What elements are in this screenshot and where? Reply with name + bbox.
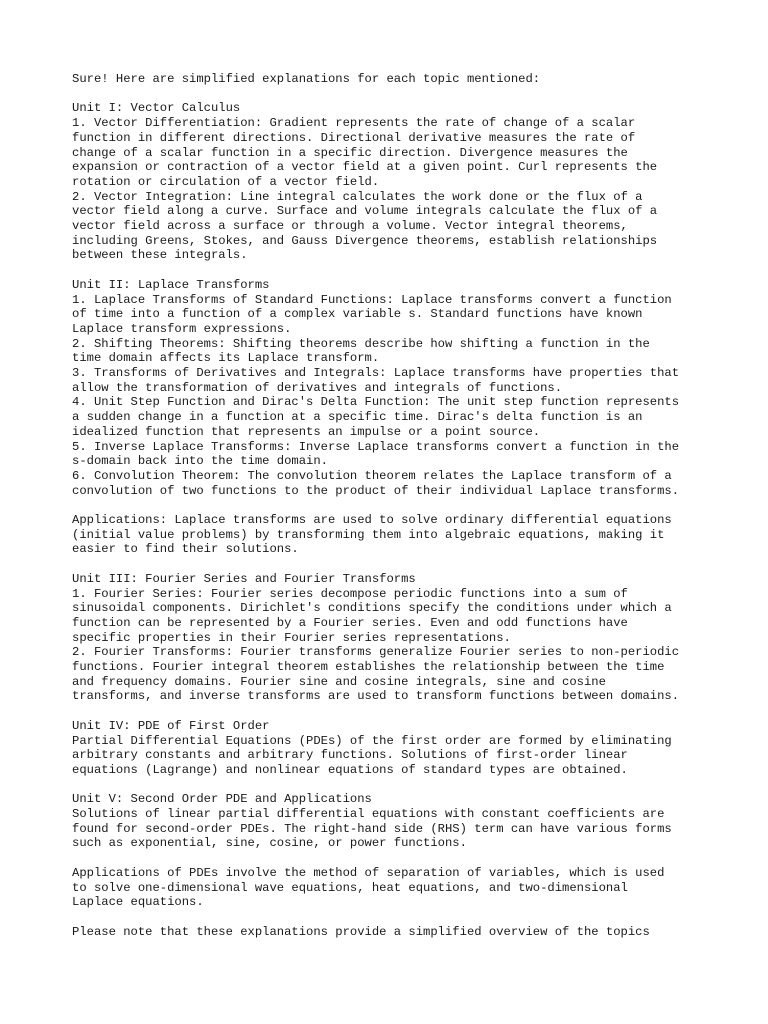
text-line: 3. Transforms of Derivatives and Integrals: Laplace transforms have properties that: [72, 366, 680, 381]
unit-4-section: [72, 719, 712, 778]
unit-3-section: [72, 572, 712, 704]
section-heading: Unit I: Vector Calculus: [72, 101, 241, 116]
text-line: between these integrals.: [72, 248, 248, 263]
text-line: 5. Inverse Laplace Transforms: Inverse Laplace transforms convert a function in the: [72, 439, 680, 454]
text-line: idealized function that represents an impulse or a point source.: [72, 424, 541, 439]
text-line: Solutions of linear partial differential equations with constant coefficients are: [72, 807, 665, 822]
text-line: 1. Vector Differentiation: Gradient represents the rate of change of a scalar: [72, 116, 636, 131]
text-line: easier to find their solutions.: [72, 542, 299, 557]
text-line: convolution of two functions to the product of their individual Laplace transforms.: [72, 483, 680, 498]
text-line: a sudden change in a function at a specific time. Dirac's delta function is an: [72, 410, 643, 425]
text-line: arbitrary constants and arbitrary functions. Solutions of first-order linear: [72, 748, 628, 763]
text-line: function in different directions. Directional derivative measures the rate of: [72, 130, 636, 145]
text-line: 4. Unit Step Function and Dirac's Delta Function: The unit step function represents: [72, 395, 680, 410]
text-line: such as exponential, sine, cosine, or power functions.: [72, 836, 467, 851]
text-line: to solve one-dimensional wave equations, heat equations, and two-dimensional: [72, 880, 628, 895]
unit-5-section: [72, 792, 712, 851]
text-line: change of a scalar function in a specific direction. Divergence measures the: [72, 145, 628, 160]
section-heading: Unit V: Second Order PDE and Applications: [72, 792, 372, 807]
text-line: functions. Fourier integral theorem establishes the relationship between the time: [72, 660, 665, 675]
text-line: sinusoidal components. Dirichlet's conditions specify the conditions under which a: [72, 601, 672, 616]
text-line: Sure! Here are simplified explanations for each topic mentioned:: [72, 72, 541, 86]
text-line: (initial value problems) by transforming them into algebraic equations, making it: [72, 527, 665, 542]
text-line: including Greens, Stokes, and Gauss Divergence theorems, establish relationships: [72, 233, 658, 248]
unit-1-section: [72, 101, 712, 263]
text-line: s-domain back into the time domain.: [72, 454, 328, 469]
text-line: time domain affects its Laplace transform.: [72, 351, 380, 366]
text-line: Please note that these explanations provide a simplified overview of the topics: [72, 924, 650, 939]
text-line: vector field across a surface or through a volume. Vector integral theorems,: [72, 219, 628, 234]
section-heading: Unit IV: PDE of First Order: [72, 718, 270, 733]
text-line: and frequency domains. Fourier sine and cosine integrals, sine and cosine: [72, 674, 606, 689]
closing-note: [72, 925, 712, 940]
unit-2-section: [72, 278, 712, 499]
text-line: expansion or contraction of a vector field at a given point. Curl represents the: [72, 160, 658, 175]
text-line: 1. Fourier Series: Fourier series decompose periodic functions into a sum of: [72, 586, 628, 601]
text-line: allow the transformation of derivatives and integrals of functions.: [72, 380, 563, 395]
section-heading: Unit II: Laplace Transforms: [72, 277, 270, 292]
text-line: function can be represented by a Fourier series. Even and odd functions have: [72, 615, 628, 630]
text-line: vector field along a curve. Surface and volume integrals calculate the flux of a: [72, 204, 658, 219]
text-line: 1. Laplace Transforms of Standard Functions: Laplace transforms convert a function: [72, 292, 672, 307]
text-line: specific properties in their Fourier series representations.: [72, 630, 511, 645]
text-line: Laplace transform expressions.: [72, 321, 292, 336]
section-heading: Unit III: Fourier Series and Fourier Transforms: [72, 571, 416, 586]
text-line: Applications of PDEs involve the method of separation of variables, which is used: [72, 865, 665, 880]
text-line: found for second-order PDEs. The right-hand side (RHS) term can have various forms: [72, 821, 672, 836]
text-line: 2. Fourier Transforms: Fourier transforms generalize Fourier series to non-periodic: [72, 645, 680, 660]
pde-applications-paragraph: [72, 866, 712, 910]
text-line: equations (Lagrange) and nonlinear equations of standard types are obtained.: [72, 762, 628, 777]
text-line: Partial Differential Equations (PDEs) of the first order are formed by eliminating: [72, 733, 672, 748]
laplace-applications-paragraph: [72, 513, 712, 557]
text-line: Laplace equations.: [72, 895, 204, 910]
text-line: of time into a function of a complex variable s. Standard functions have known: [72, 307, 643, 322]
document-page: [72, 72, 712, 954]
text-line: rotation or circulation of a vector field.: [72, 174, 380, 189]
intro-paragraph: [72, 72, 712, 87]
text-line: 6. Convolution Theorem: The convolution theorem relates the Laplace transform of a: [72, 468, 672, 483]
text-line: 2. Shifting Theorems: Shifting theorems describe how shifting a function in the: [72, 336, 650, 351]
text-line: transforms, and inverse transforms are used to transform functions between domains.: [72, 689, 680, 704]
text-line: 2. Vector Integration: Line integral calculates the work done or the flux of a: [72, 189, 643, 204]
text-line: Applications: Laplace transforms are used to solve ordinary differential equations: [72, 513, 672, 528]
